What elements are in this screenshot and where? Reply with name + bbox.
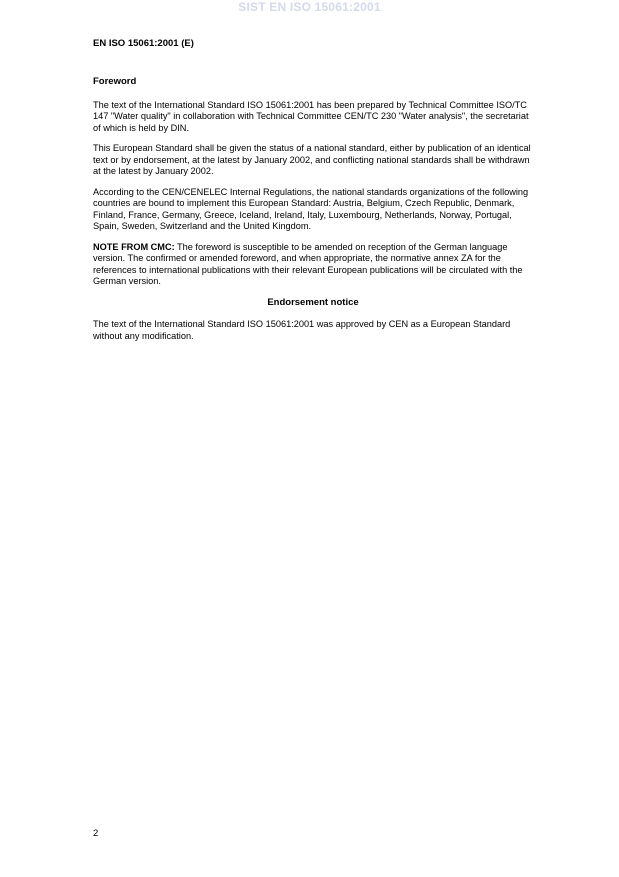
- endorsement-paragraph: The text of the International Standard ISO 15061:2001 was approved by CEN as a European Standard without any modification.: [93, 319, 511, 341]
- page-number: 2: [93, 828, 99, 839]
- foreword-paragraph-1: The text of the International Standard ISO 15061:2001 has been prepared by Technical Committee ISO/TC 147 "Water quality" in collaboration with Technical Committee CEN/TC 230 "Water analysis", the secretariat of which is held by DIN.: [93, 99, 529, 133]
- foreword-paragraph-2: This European Standard shall be given the status of a national standard, either by publication of an identical text or by endorsement, at the latest by January 2002, and conflicting national standards shall be withdrawn at the latest by January 2002.: [93, 143, 531, 176]
- note-text: The foreword is susceptible to be amended on reception of the German language version. The confirmed or amended foreword, and when appropriate, the normative annex ZA for the references to international publications with their relevant European publications will be circulated with the German version.: [93, 241, 523, 286]
- note-paragraph: [93, 242, 533, 288]
- foreword-heading: Foreword: [93, 76, 137, 87]
- page-content: [93, 76, 533, 351]
- document-id: EN ISO 15061:2001 (E): [93, 38, 194, 49]
- endorsement-heading: Endorsement notice: [267, 296, 359, 308]
- watermark: SIST EN ISO 15061:2001: [238, 0, 381, 14]
- note-label: NOTE FROM CMC:: [93, 241, 175, 252]
- foreword-paragraph-3: According to the CEN/CENELEC Internal Regulations, the national standards organizations of the following countries are bound to implement this European Standard: Austria, Belgium, Czech Republic, Denmark, Finland, France, Germany, Greece, Iceland, Ireland, Italy, Luxembourg, Netherlands, Norway, Portugal, Spain, Sweden, Switzerland and the United Kingdom.: [93, 186, 529, 231]
